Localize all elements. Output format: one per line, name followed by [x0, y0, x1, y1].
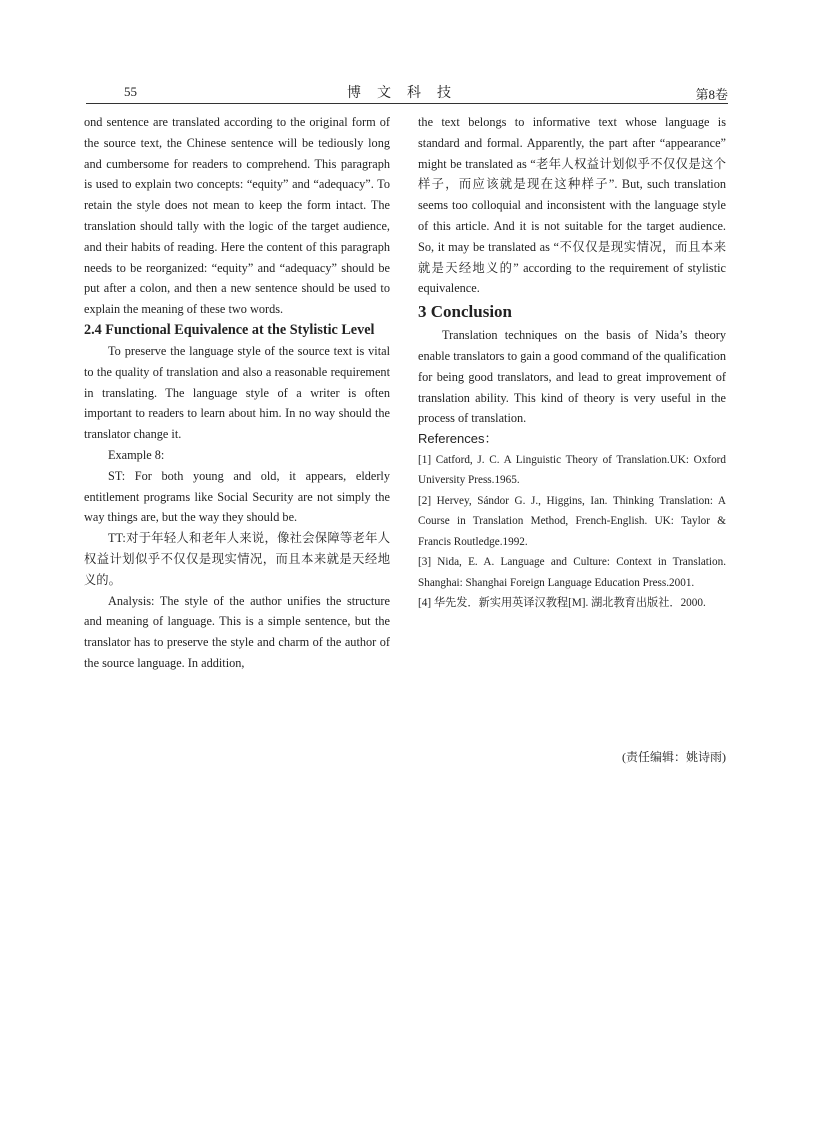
- source-text: ST: For both young and old, it appears, elderly entitlement programs like Social Security are not simply the way things are, but the way they should be.: [84, 468, 390, 525]
- body-paragraph: To preserve the language style of the source text is vital to the quality of translation and also a reasonable requirement in translating. The language style of a writer is often important to readers to learn about him. In no way should the translator change it.: [84, 343, 390, 442]
- target-text: TT:对于年轻人和老年人来说，像社会保障等老年人权益计划似乎不仅仅是现实情况，而且本来就是天经地义的。: [84, 531, 390, 587]
- volume-label: 第8卷: [695, 87, 728, 102]
- editor-note: (责任编辑：姚诗雨): [622, 750, 726, 764]
- body-paragraph: ond sentence are translated according to the original form of the source text, the Chinese sentence will be tediously long and cumbersome for readers to comprehend. This paragraph is used to explain two concepts: “equity” and “adequacy”. To retain the style does not mean to keep the form intact. The translation should tally with the logic of the target audience, and their habits of reading. Here the content of this paragraph needs to be reorganized: “equity” and “adequacy” should be put after a colon, and then a new sentence should be used to explain the meaning of these two words.: [84, 115, 390, 317]
- reference-item: [3] Nida, E. A. Language and Culture: Context in Translation. Shanghai: Shanghai Foreign Language Education Press.2001.: [418, 556, 726, 589]
- left-column: [84, 112, 390, 674]
- section-heading: 3 Conclusion: [418, 302, 512, 322]
- reference-item: [1] Catford, J. C. A Linguistic Theory of Translation.UK: Oxford University Press.1965.: [418, 453, 726, 487]
- body-paragraph: the text belongs to informative text whose language is standard and formal. Apparently, the part after “appearance” might be translated as “老年人权益计划似乎不仅仅是这个样子，而应该就是现在这种样子”. But, such translation seems too colloquial and inconsistent with the language style of this article. And it is not suitable for the target audience. So, it may be translated as “不仅仅是现实情况，而且本来就是天经地义的” according to the requirement of stylistic equivalence.: [418, 115, 726, 296]
- page-number: 55: [124, 84, 137, 99]
- conclusion-paragraph: Translation techniques on the basis of Nida’s theory enable translators to gain a good command of the qualification for being good translators, and lead to great improvement of translation ability. This kind of theory is very useful in the process of translation.: [418, 328, 726, 426]
- example-label: Example 8:: [108, 447, 165, 462]
- analysis-paragraph: Analysis: The style of the author unifies the structure and meaning of language. This is a simple sentence, but the translator has to preserve the style and charm of the author of the source language. In addition,: [84, 593, 390, 670]
- section-heading: 2.4 Functional Equivalence at the Stylistic Level: [84, 321, 375, 338]
- journal-title: 博文科技: [347, 86, 467, 101]
- references-heading: References：: [418, 431, 498, 447]
- right-column: [418, 112, 726, 614]
- reference-item: [4] 华先发．新实用英译汉教程[M]. 湖北教育出版社．2000.: [418, 597, 706, 610]
- header-rule: [86, 103, 728, 104]
- running-header: [86, 84, 728, 102]
- reference-item: [2] Hervey, Sándor G. J., Higgins, Ian. Thinking Translation: A Course in Translation Method, French-English. UK: Taylor & Francis Routledge.1992.: [418, 494, 726, 548]
